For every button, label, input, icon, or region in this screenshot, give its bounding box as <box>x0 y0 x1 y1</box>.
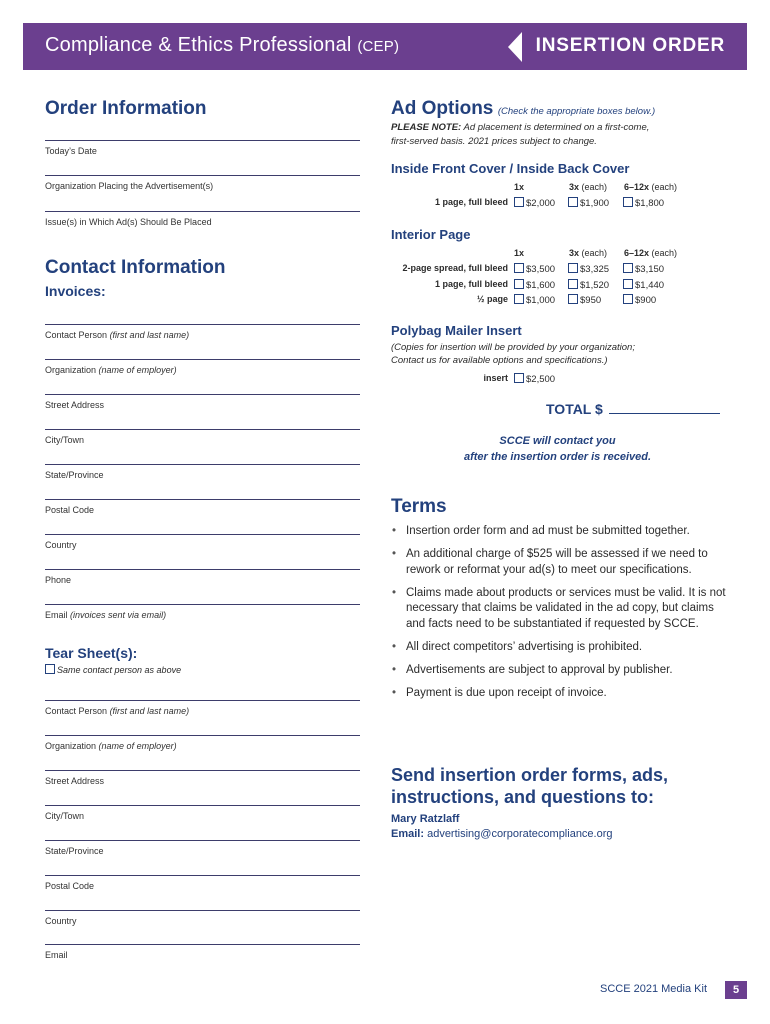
ad-options-heading-row <box>391 98 655 120</box>
checkbox-icon[interactable] <box>514 294 524 304</box>
invoice-organization-field[interactable]: Organization (name of employer) <box>45 359 360 377</box>
checkbox-icon[interactable] <box>623 279 633 289</box>
tear-country-field[interactable]: Country <box>45 910 360 928</box>
checkbox-icon[interactable] <box>623 197 633 207</box>
list-item: • An additional charge of $525 will be assessed if we need to rework or reformat your ad(s) to meet our specifications. <box>391 547 731 578</box>
checkbox-icon[interactable] <box>514 279 524 289</box>
cover-1x-option[interactable]: $2,000 <box>514 197 555 209</box>
interior-spread-12x-option[interactable]: $3,150 <box>623 263 664 275</box>
invoice-country-field[interactable]: Country <box>45 534 360 552</box>
invoice-city-field[interactable]: City/Town <box>45 429 360 447</box>
interior-half-3x-option[interactable]: $950 <box>568 294 601 306</box>
tear-city-field[interactable]: City/Town <box>45 805 360 823</box>
contact-info-heading: Contact Information <box>45 257 226 278</box>
tear-email-field[interactable]: Email <box>45 944 360 962</box>
interior-full-1x-option[interactable]: $1,600 <box>514 279 555 291</box>
todays-date-field[interactable] <box>45 140 360 158</box>
checkbox-icon[interactable] <box>514 197 524 207</box>
footer-text: SCCE 2021 Media Kit <box>600 983 707 995</box>
please-note-line-1: PLEASE NOTE: Ad placement is determined on a first-come, <box>391 122 650 133</box>
list-item: • All direct competitors’ advertising is prohibited. <box>391 640 731 656</box>
send-heading-2: instructions, and questions to: <box>391 787 655 807</box>
cover-3x-option[interactable]: $1,900 <box>568 197 609 209</box>
terms-list <box>391 524 731 709</box>
contact-note-2: after the insertion order is received. <box>463 451 652 463</box>
list-item: • Payment is due upon receipt of invoice. <box>391 686 731 702</box>
list-item: • Claims made about products or services must be valid. It is not necessary that claims be validated in the ad copy, but claims and facts need to be substantiated if requested by SCCE. <box>391 586 731 633</box>
tear-organization-field[interactable]: Organization (name of employer) <box>45 735 360 753</box>
checkbox-icon[interactable] <box>623 263 633 273</box>
cover-12x-option[interactable]: $1,800 <box>623 197 664 209</box>
tear-postal-field[interactable]: Postal Code <box>45 875 360 893</box>
invoice-email-field[interactable]: Email (invoices sent via email) <box>45 604 360 622</box>
polybag-note-2: Contact us for available options and specifications.) <box>391 355 608 366</box>
cover-heading: Inside Front Cover / Inside Back Cover <box>391 161 630 176</box>
checkbox-icon[interactable] <box>568 279 578 289</box>
arrow-left-icon <box>508 32 522 62</box>
same-contact-checkbox[interactable]: Same contact person as above <box>45 664 181 675</box>
contact-note-1: SCCE will contact you <box>499 435 616 447</box>
field-label: Issue(s) in Which Ad(s) Should Be Placed <box>45 217 212 227</box>
tear-street-field[interactable]: Street Address <box>45 770 360 788</box>
invoice-contact-person-field[interactable]: Contact Person (first and last name) <box>45 324 360 342</box>
checkbox-icon[interactable] <box>514 373 524 383</box>
checkbox-icon[interactable] <box>568 294 578 304</box>
interior-full-3x-option[interactable]: $1,520 <box>568 279 609 291</box>
field-label: Organization Placing the Advertisement(s) <box>45 181 214 191</box>
invoice-postal-field[interactable]: Postal Code <box>45 499 360 517</box>
terms-heading: Terms <box>391 496 447 517</box>
contact-name: Mary Ratzlaff <box>391 813 460 825</box>
header-banner <box>23 23 747 70</box>
total-field[interactable] <box>609 413 720 414</box>
col-3x: 3x (each) <box>569 182 608 192</box>
tear-contact-person-field[interactable]: Contact Person (first and last name) <box>45 700 360 718</box>
invoice-street-field[interactable]: Street Address <box>45 394 360 412</box>
col-1x: 1x <box>514 248 525 258</box>
order-info-heading: Order Information <box>45 98 207 119</box>
list-item: • Advertisements are subject to approval by publisher. <box>391 663 731 679</box>
insertion-order-title: INSERTION ORDER <box>535 35 725 56</box>
interior-heading: Interior Page <box>391 227 471 242</box>
col-12x: 6–12x (each) <box>624 248 678 258</box>
field-label: Today’s Date <box>45 146 97 156</box>
interior-half-12x-option[interactable]: $900 <box>623 294 656 306</box>
polybag-insert-option[interactable]: $2,500 <box>514 373 555 385</box>
checkbox-icon[interactable] <box>568 197 578 207</box>
publication-title: Compliance & Ethics Professional (CEP) <box>45 34 400 56</box>
interior-spread-1x-option[interactable]: $3,500 <box>514 263 555 275</box>
invoices-heading: Invoices: <box>45 283 106 299</box>
interior-half-1x-option[interactable]: $1,000 <box>514 294 555 306</box>
contact-email-row: Email: advertising@corporatecompliance.org <box>391 828 613 840</box>
interior-spread-3x-option[interactable]: $3,325 <box>568 263 609 275</box>
send-heading-1: Send insertion order forms, ads, <box>391 765 669 785</box>
list-item: • Insertion order form and ad must be submitted together. <box>391 524 731 540</box>
invoice-phone-field[interactable]: Phone <box>45 569 360 587</box>
tear-sheets-heading: Tear Sheet(s): <box>45 645 138 661</box>
col-12x: 6–12x (each) <box>624 182 678 192</box>
checkbox-icon[interactable] <box>45 664 55 674</box>
checkbox-icon[interactable] <box>514 263 524 273</box>
organization-placing-field[interactable] <box>45 175 360 193</box>
total-label: TOTAL $ <box>546 401 603 417</box>
please-note-line-2: first-served basis. 2021 prices subject to change. <box>391 136 597 147</box>
checkbox-icon[interactable] <box>568 263 578 273</box>
interior-full-12x-option[interactable]: $1,440 <box>623 279 664 291</box>
col-3x: 3x (each) <box>569 248 608 258</box>
check-note: (Check the appropriate boxes below.) <box>497 106 656 117</box>
polybag-heading: Polybag Mailer Insert <box>391 323 522 338</box>
tear-state-field[interactable]: State/Province <box>45 840 360 858</box>
email-link[interactable]: advertising@corporatecompliance.org <box>427 828 613 840</box>
invoice-state-field[interactable]: State/Province <box>45 464 360 482</box>
issues-field[interactable] <box>45 211 360 229</box>
col-1x: 1x <box>514 182 525 192</box>
ad-options-heading: Ad Options <box>391 98 494 119</box>
page-number: 5 <box>725 981 747 999</box>
checkbox-icon[interactable] <box>623 294 633 304</box>
polybag-note-1: (Copies for insertion will be provided by your organization; <box>391 342 635 353</box>
